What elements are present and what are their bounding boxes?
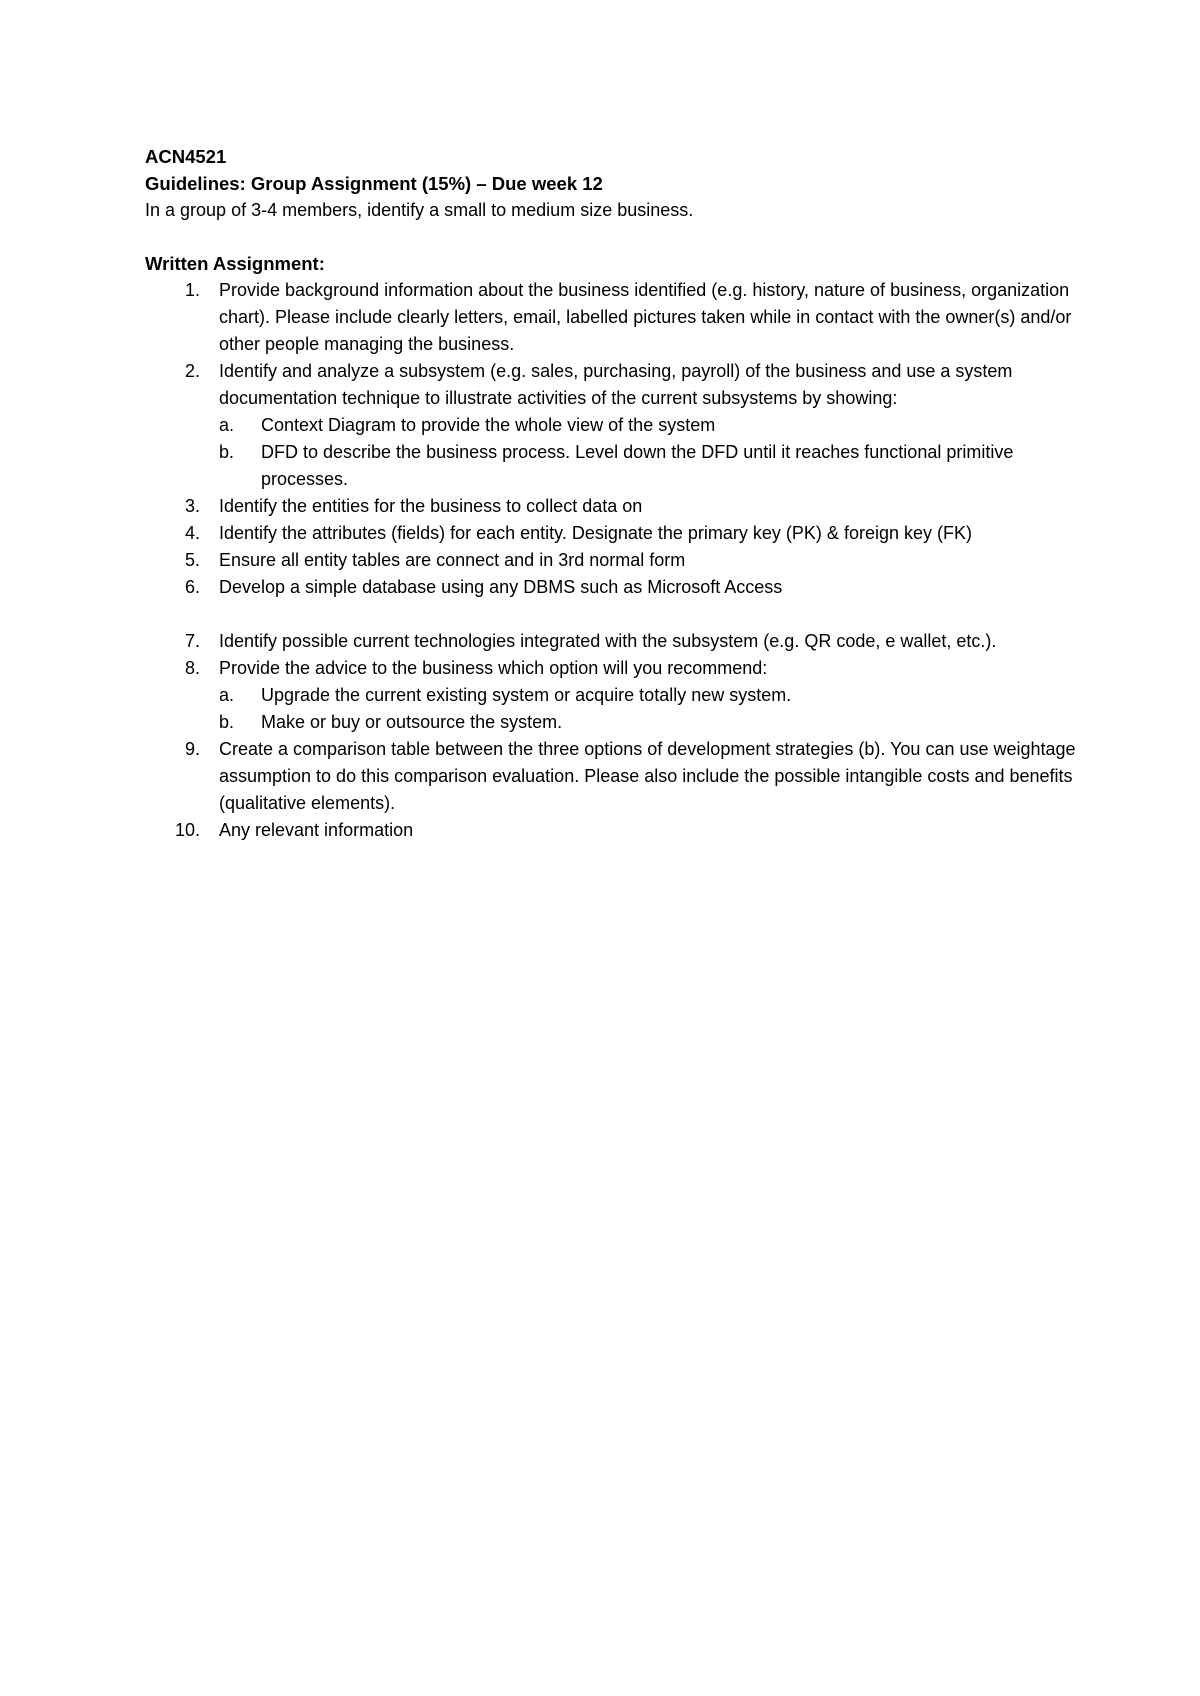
list-item [145, 817, 1080, 844]
list-item [145, 493, 1080, 520]
list-item [145, 574, 1080, 601]
sub-item-text: Upgrade the current existing system or acquire totally new system. [261, 685, 792, 705]
sub-item-text: DFD to describe the business process. Level down the DFD until it reaches functional primitive processes. [261, 442, 1014, 489]
guidelines-title: Guidelines: Group Assignment (15%) – Due week 12 [145, 173, 603, 194]
document-content [145, 143, 1080, 844]
sub-item-letter: a. [219, 685, 235, 705]
item-text: Develop a simple database using any DBMS such as Microsoft Access [219, 577, 783, 597]
sub-list-item [219, 412, 1080, 439]
item-number: 2. [184, 361, 200, 381]
item-text: Provide background information about the business identified (e.g. history, nature of business, organization chart). Please include clearly letters, email, labelled pictures taken while in contact with the owner(s) and/or other people managing the business. [219, 280, 1072, 354]
item-text: Identify possible current technologies integrated with the subsystem (e.g. QR code, e wallet, etc.). [219, 631, 997, 651]
sub-item-text: Make or buy or outsource the system. [261, 712, 563, 732]
list-item [145, 655, 1080, 736]
item-text: Any relevant information [219, 820, 414, 840]
item-number: 6. [184, 577, 200, 597]
list-item [145, 520, 1080, 547]
item-text: Create a comparison table between the three options of development strategies (b). You can use weightage assumption to do this comparison evaluation. Please also include the possible intangible costs and benefits (qualitative elements). [219, 739, 1076, 813]
course-code: ACN4521 [145, 146, 227, 167]
assignment-list [145, 277, 1080, 844]
sub-item-letter: a. [219, 415, 235, 435]
item-number: 4. [184, 523, 200, 543]
sub-item-text: Context Diagram to provide the whole view of the system [261, 415, 716, 435]
list-item [145, 358, 1080, 493]
sub-list [219, 412, 1080, 493]
item-text: Identify the attributes (fields) for each entity. Designate the primary key (PK) & foreign key (FK) [219, 523, 972, 543]
sub-list [219, 682, 1080, 736]
item-number: 1. [184, 280, 200, 300]
item-number: 10. [174, 820, 200, 840]
list-item [145, 628, 1080, 655]
sub-item-letter: b. [219, 712, 235, 732]
list-item [145, 277, 1080, 358]
list-item [145, 736, 1080, 817]
sub-list-item [219, 682, 1080, 709]
item-text: Identify and analyze a subsystem (e.g. sales, purchasing, payroll) of the business and use a system documentation technique to illustrate activities of the current subsystems by showing: [219, 361, 1013, 408]
item-text: Identify the entities for the business to collect data on [219, 496, 643, 516]
sub-list-item [219, 439, 1080, 493]
intro-text: In a group of 3-4 members, identify a small to medium size business. [145, 200, 694, 220]
item-number: 8. [184, 658, 200, 678]
item-number: 7. [184, 631, 200, 651]
sub-list-item [219, 709, 1080, 736]
sub-item-letter: b. [219, 442, 235, 462]
item-number: 9. [184, 739, 200, 759]
section-heading: Written Assignment: [145, 253, 325, 274]
item-text: Provide the advice to the business which option will you recommend: [219, 658, 768, 678]
item-text: Ensure all entity tables are connect and in 3rd normal form [219, 550, 686, 570]
item-number: 3. [184, 496, 200, 516]
item-number: 5. [184, 550, 200, 570]
list-item [145, 547, 1080, 574]
